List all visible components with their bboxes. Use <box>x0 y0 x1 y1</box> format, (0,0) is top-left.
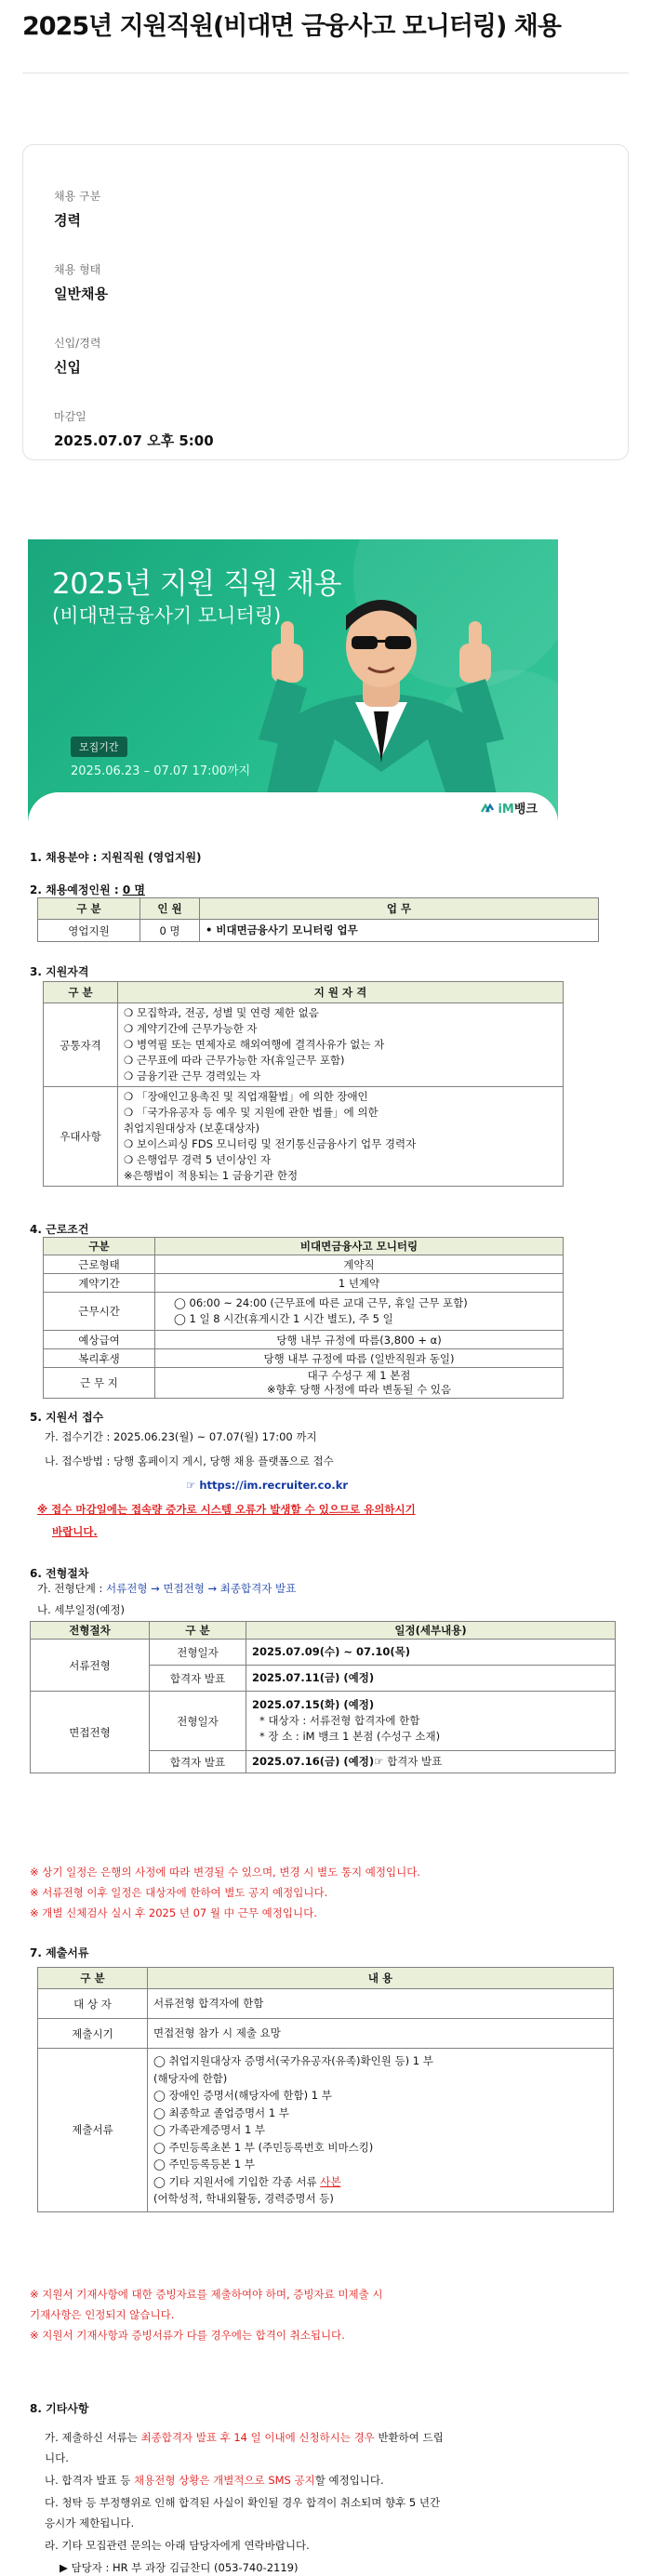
list-item: ◯ 최종학교 졸업증명서 1 부 <box>153 2105 289 2119</box>
table-cell: 합격자 발표 <box>150 1751 246 1773</box>
summary-value: 신입 <box>54 359 81 376</box>
steps-label: 가. 전형단계 : <box>37 1582 107 1595</box>
table-header-row <box>38 1968 614 1989</box>
table-cell: 당행 내부 규정에 따름 (일반직원과 동일) <box>155 1349 564 1368</box>
table-cell: 2025.07.09(수) ~ 07.10(목) <box>246 1640 616 1666</box>
table-row <box>38 2019 614 2049</box>
text: 나. 합격자 발표 등 <box>45 2474 135 2487</box>
logo-text: 뱅크 <box>513 803 538 817</box>
interview-target: * 대상자 : 서류전형 합격자에 한함 <box>259 1714 420 1727</box>
table-header: 인 원 <box>140 898 200 920</box>
steps-value: 서류전형 → 면접전형 → 최종합격자 발표 <box>106 1582 297 1595</box>
list-item: ◯ 주민등록등본 1 부 <box>153 2158 255 2171</box>
misc-c: 다. 청탁 등 부정행위로 인해 합격된 사실이 확인될 경우 합격이 취소되며 향후 5 년간 <box>45 2496 441 2509</box>
list-item: ◯ 취업지원대상자 증명서(국가유공자(유족)확인원 등) 1 부 <box>153 2054 433 2067</box>
section-label: 지원자격 <box>46 965 89 978</box>
summary-row-type <box>54 261 597 325</box>
table-header-row <box>38 898 599 920</box>
table-row <box>38 920 599 942</box>
table-cell: 대 상 자 <box>38 1989 148 2019</box>
table-row <box>44 1087 564 1187</box>
section-number: 2. <box>30 883 42 896</box>
summary-label: 채용 형태 <box>54 263 101 276</box>
misc-a <box>45 2430 444 2446</box>
table-cell: • 비대면금융사기 모니터링 업무 <box>200 920 599 942</box>
preferred-qualifications <box>118 1087 564 1187</box>
section-label: 근로조건 <box>46 1223 89 1236</box>
list-item: 취업지원대상자 (보훈대상자) <box>124 1122 259 1135</box>
deadline-warning-cont: 바랍니다. <box>52 1525 98 1538</box>
list-item: ❍ 근무표에 따라 근무가능한 자(휴일근무 포함) <box>124 1054 345 1067</box>
table-row <box>44 1293 564 1331</box>
schedule-note: ※ 서류전형 이후 일정은 대상자에 한하여 별도 공지 예정입니다. <box>30 1886 328 1899</box>
list-item: ◯ 1 일 8 시간(휴게시간 1 시간 별도), 주 5 일 <box>174 1312 393 1325</box>
table-cell: 계약직 <box>155 1255 564 1274</box>
section-7-heading <box>30 1945 88 1960</box>
list-item: ◯ 06:00 ~ 24:00 (근무표에 따른 교대 근무, 휴일 근무 포함) <box>174 1296 468 1309</box>
documents-note: 기재사항은 인정되지 않습니다. <box>30 2308 175 2321</box>
table-header: 구분 <box>44 1238 155 1255</box>
section-label: 제출서류 <box>46 1946 89 1959</box>
im-bank-logo <box>481 799 538 817</box>
table-header: 구 분 <box>44 982 118 1003</box>
list-item: ❍ 「국가유공자 등 예우 및 지원에 관한 법률」에 의한 <box>124 1106 379 1119</box>
table-cell: 근로형태 <box>44 1255 155 1274</box>
table-header-row <box>44 1238 564 1255</box>
section-number: 1. <box>30 851 42 864</box>
banner-period-date: 2025.06.23 – 07.07 17:00까지 <box>71 764 251 778</box>
section-number: 6. <box>30 1567 42 1580</box>
list-item: (해당자에 한함) <box>153 2071 228 2085</box>
table-cell: 전형일자 <box>150 1692 246 1751</box>
contact-person: ▶ 담당자 : HR 부 과장 김급찬디 (053-740-2119) <box>60 2561 299 2574</box>
section-label: 채용예정인원 : <box>46 883 123 896</box>
text: 할 예정입니다. <box>314 2474 384 2487</box>
detailed-schedule-label: 나. 세부일정(예정) <box>37 1603 126 1616</box>
banner-footer <box>28 792 558 823</box>
table-row <box>31 1640 616 1666</box>
section-number: 3. <box>30 965 42 978</box>
table-row <box>38 2049 614 2212</box>
text: 가. 제출하신 서류는 <box>45 2431 141 2444</box>
work-conditions-table <box>43 1237 564 1399</box>
table-cell: 면접전형 <box>31 1692 150 1773</box>
item-text: ◯ 기타 지원서에 기입한 각종 서류 <box>153 2174 321 2188</box>
table-header: 구 분 <box>150 1622 246 1640</box>
documents-note: ※ 지원서 기재사항과 증빙서류가 다를 경우에는 합격이 취소됩니다. <box>30 2329 345 2342</box>
table-header: 비대면금융사고 모니터링 <box>155 1238 564 1255</box>
list-item: ◯ 장애인 증명서(해당자에 한함) 1 부 <box>153 2089 332 2102</box>
table-cell: 제출서류 <box>38 2049 148 2212</box>
section-label: 채용분야 : 지원직원 (영업지원) <box>46 851 202 864</box>
table-cell: 2025.07.11(금) (예정) <box>246 1666 616 1692</box>
table-header: 구 분 <box>38 898 140 920</box>
table-header-row <box>44 982 564 1003</box>
table-header: 내 용 <box>148 1968 614 1989</box>
list-item: ❍ 모집학과, 전공, 성별 및 연령 제한 없음 <box>124 1006 319 1019</box>
table-header: 업 무 <box>200 898 599 920</box>
summary-label: 채용 구분 <box>54 190 101 203</box>
list-item: ❍ 계약기간에 근무가능한 자 <box>124 1022 258 1035</box>
list-item: ◯ 주민등록초본 1 부 (주민등록번호 비마스킹) <box>153 2140 374 2154</box>
table-cell: 1 년계약 <box>155 1274 564 1293</box>
documents-table <box>37 1967 614 2212</box>
interview-place: * 장 소 : iM 뱅크 1 본점 (수성구 소재) <box>259 1730 441 1743</box>
table-cell: 제출시기 <box>38 2019 148 2049</box>
section-6-heading <box>30 1565 88 1581</box>
section-2-heading <box>30 882 145 897</box>
section-number: 4. <box>30 1223 42 1236</box>
table-row <box>44 1255 564 1274</box>
list-item: ❍ 은행업무 경력 5 년이상인 자 <box>124 1153 272 1166</box>
list-item: ❍ 병역필 또는 면제자로 해외여행에 결격사유가 없는 자 <box>124 1038 385 1051</box>
table-row <box>31 1692 616 1751</box>
table-cell: 계약기간 <box>44 1274 155 1293</box>
item-highlight: 사본 <box>320 2174 341 2188</box>
summary-label: 신입/경력 <box>54 337 101 350</box>
schedule-table <box>30 1621 616 1773</box>
deadline-warning: ※ 접수 마감일에는 접속량 증가로 시스템 오류가 발생할 수 있으므로 유의하시기 <box>37 1503 416 1516</box>
table-cell: 공통자격 <box>44 1003 118 1087</box>
list-item: 대구 수성구 제 1 본점 <box>307 1369 411 1382</box>
table-row <box>44 1274 564 1293</box>
final-announcement-cell <box>246 1751 616 1773</box>
list-item: (어학성적, 학내외활동, 경력증명서 등) <box>153 2192 334 2205</box>
section-8-heading <box>30 2400 88 2416</box>
documents-note: ※ 지원서 기재사항에 대한 증빙자료를 제출하여야 하며, 증빙자료 미제출 시 <box>30 2288 383 2301</box>
text-highlight: 채용전형 상황은 개별적으로 SMS 공지 <box>134 2474 315 2487</box>
misc-a-cont: 니다. <box>45 2451 69 2464</box>
table-cell: 당행 내부 규정에 따름(3,800 + α) <box>155 1331 564 1349</box>
summary-row-deadline <box>54 408 597 472</box>
table-header: 전형절차 <box>31 1622 150 1640</box>
list-item: ❍ 보이스피싱 FDS 모니터링 및 전기통신금융사기 업무 경력자 <box>124 1137 417 1150</box>
misc-c-cont: 응시가 제한됩니다. <box>45 2516 135 2530</box>
table-cell: 영업지원 <box>38 920 140 942</box>
summary-card <box>22 144 629 460</box>
list-item <box>153 2173 607 2191</box>
work-hours-cell <box>155 1293 564 1331</box>
banner-subtitle: (비대면금융사기 모니터링) <box>52 604 282 627</box>
table-cell: 우대사항 <box>44 1087 118 1187</box>
application-period: 가. 접수기간 : 2025.06.23(월) ~ 07.07(월) 17:00 까지 <box>45 1430 317 1443</box>
section-number: 7. <box>30 1946 42 1959</box>
table-header: 구 분 <box>38 1968 148 1989</box>
final-date: 2025.07.16(금) (예정) <box>252 1755 375 1768</box>
section-label: 지원서 접수 <box>46 1411 104 1424</box>
summary-value: 경력 <box>54 212 81 229</box>
headcount-value: 0 명 <box>122 883 145 896</box>
section-4-heading <box>30 1221 88 1237</box>
recruitment-banner-image <box>28 539 558 823</box>
text: 반환하여 드립 <box>374 2431 444 2444</box>
section-number: 8. <box>30 2402 42 2415</box>
list-item: ◯ 가족관계증명서 1 부 <box>153 2123 266 2136</box>
table-row <box>38 1989 614 2019</box>
list-item: ※은행법이 적용되는 1 금융기관 한정 <box>124 1169 299 1182</box>
final-note: ☞ 합격자 발표 <box>374 1755 443 1768</box>
table-row <box>44 1349 564 1368</box>
text-highlight: 최종합격자 발표 후 14 일 이내에 신청하시는 경우 <box>140 2431 375 2444</box>
section-1-heading <box>30 849 202 865</box>
table-cell: 근 무 지 <box>44 1368 155 1399</box>
section-5-heading <box>30 1409 103 1425</box>
qualification-table <box>43 981 564 1187</box>
section-label: 전형절차 <box>46 1567 89 1580</box>
page-title: 2025년 지원직원(비대면 금융사고 모니터링) 채용 <box>22 12 561 41</box>
summary-row-career <box>54 335 597 399</box>
table-header: 지 원 자 격 <box>118 982 564 1003</box>
table-cell: 서류전형 <box>31 1640 150 1692</box>
table-cell: 근무시간 <box>44 1293 155 1331</box>
table-row <box>44 1331 564 1349</box>
summary-value: 2025.07.07 오후 5:00 <box>54 432 214 449</box>
table-header: 일정(세부내용) <box>246 1622 616 1640</box>
misc-d: 라. 기타 모집관련 문의는 아래 담당자에게 연락바랍니다. <box>45 2539 310 2552</box>
table-header-row <box>31 1622 616 1640</box>
banner-title: 2025년 지원 직원 채용 <box>52 567 342 601</box>
screening-steps <box>37 1581 296 1597</box>
logo-mark: iM <box>498 803 514 817</box>
banner-period-badge: 모집기간 <box>71 737 127 757</box>
summary-label: 마감일 <box>54 410 86 423</box>
section-3-heading <box>30 963 88 979</box>
list-item: ❍ 「장애인고용촉진 및 직업재활법」에 의한 장애인 <box>124 1090 368 1103</box>
summary-row-category <box>54 188 597 252</box>
headcount-table <box>37 897 599 942</box>
schedule-note: ※ 상기 일정은 은행의 사정에 따라 변경될 수 있으며, 변경 시 별도 통지 예정입니다. <box>30 1866 420 1879</box>
schedule-note: ※ 개별 신체검사 실시 후 2025 년 07 월 中 근무 예정입니다. <box>30 1906 317 1919</box>
common-qualifications <box>118 1003 564 1087</box>
table-cell: 서류전형 합격자에 한함 <box>148 1989 614 2019</box>
misc-b <box>45 2473 384 2489</box>
table-cell: 0 명 <box>140 920 200 942</box>
summary-value: 일반채용 <box>54 285 108 302</box>
table-cell: 합격자 발표 <box>150 1666 246 1692</box>
list-item: ※향후 당행 사정에 따라 변동될 수 있음 <box>266 1383 452 1396</box>
table-row <box>44 1368 564 1399</box>
table-cell: 면접전형 참가 시 제출 요망 <box>148 2019 614 2049</box>
section-label: 기타사항 <box>46 2402 89 2415</box>
list-item: ❍ 금융기관 근무 경력있는 자 <box>124 1069 261 1082</box>
work-location-cell <box>155 1368 564 1399</box>
required-documents-cell <box>148 2049 614 2212</box>
interview-detail-cell <box>246 1692 616 1751</box>
table-row <box>44 1003 564 1087</box>
im-logo-icon <box>481 803 494 813</box>
table-cell: 전형일자 <box>150 1640 246 1666</box>
table-cell: 복리후생 <box>44 1349 155 1368</box>
recruiter-link[interactable]: ☞ https://im.recruiter.co.kr <box>186 1479 349 1492</box>
application-method: 나. 접수방법 : 당행 홈페이지 게시, 당행 채용 플랫폼으로 접수 <box>45 1454 334 1467</box>
section-number: 5. <box>30 1411 42 1424</box>
interview-date: 2025.07.15(화) (예정) <box>252 1698 375 1711</box>
table-cell: 예상급여 <box>44 1331 155 1349</box>
